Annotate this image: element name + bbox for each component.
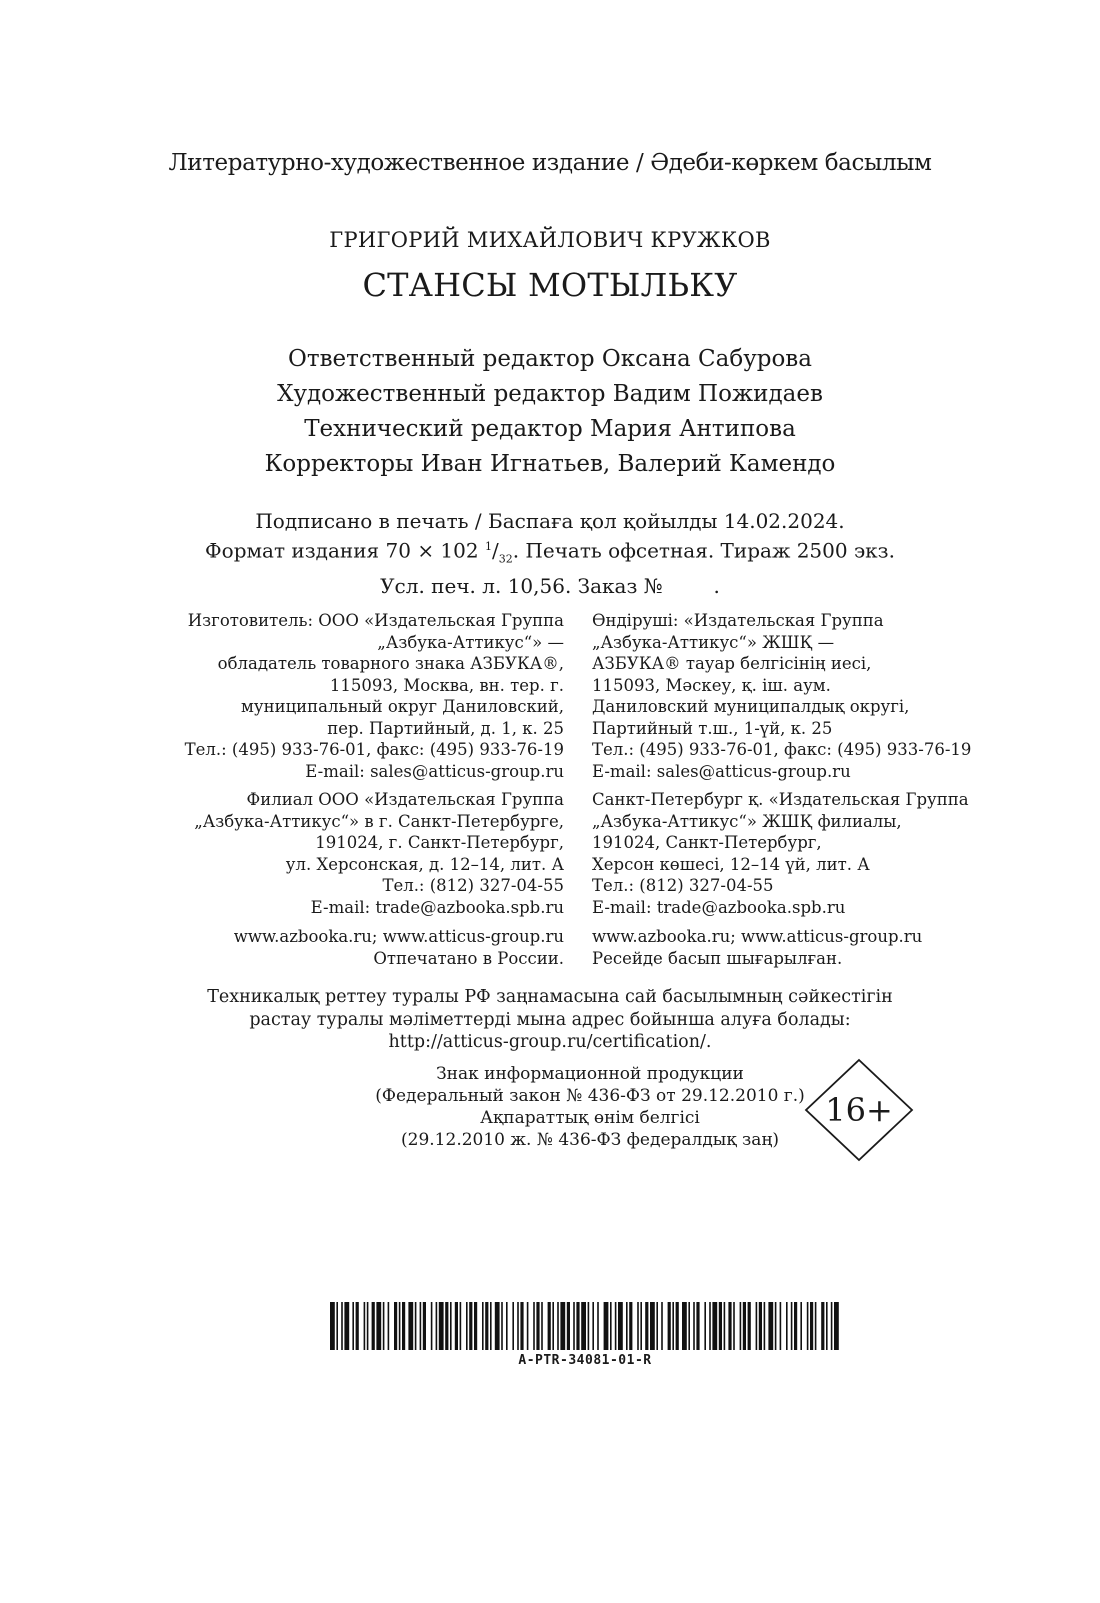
barcode-bar: [506, 1302, 508, 1350]
manufacturer-kz: [592, 610, 971, 782]
barcode-bar: [548, 1302, 551, 1350]
manufacturer-ru-line: Тел.: (495) 933-76-01, факс: (495) 933-76-19: [184, 740, 564, 759]
manufacturer-ru-line: муниципальный округ Даниловский,: [241, 697, 564, 716]
format-suffix: . Печать офсетная. Тираж 2500 экз.: [512, 538, 895, 563]
barcode-bar: [831, 1302, 833, 1350]
branch-ru-line: „Азбука-Аттикус“» в г. Санкт-Петербурге,: [194, 811, 564, 831]
barcode-bar: [520, 1302, 523, 1350]
branch-ru-line: 191024, г. Санкт-Петербург,: [315, 833, 564, 852]
barcode-bar: [557, 1302, 559, 1350]
manufacturer-kz-line: АЗБУКА® тауар белгісінің иесі,: [592, 654, 872, 673]
barcode-bar: [650, 1302, 655, 1350]
barcode-bar: [495, 1302, 500, 1350]
barcode-text: A-PTR-34081-01-R: [518, 1353, 652, 1368]
barcode-bar: [402, 1302, 405, 1350]
web-kz-line: Ресейде басып шығарылған.: [592, 948, 843, 968]
barcode-bar: [364, 1302, 366, 1350]
barcode-bar: [610, 1302, 612, 1350]
barcode-bar: [618, 1302, 623, 1350]
sheets-line: Усл. печ. л. 10,56. Заказ № .: [380, 573, 720, 598]
barcode-bar: [455, 1302, 458, 1350]
certification-note: [0, 986, 1100, 1054]
barcode-bar: [592, 1302, 594, 1350]
barcode-bar: [775, 1302, 777, 1350]
manufacturer-kz-line: Өндіруші: «Издательская Группа: [592, 611, 884, 630]
manufacturer-ru-line: „Азбука-Аттикус“» —: [377, 632, 564, 652]
barcode-icon: [330, 1302, 840, 1350]
author-name: ГРИГОРИЙ МИХАЙЛОВИЧ КРУЖКОВ: [329, 228, 771, 252]
branch-kz-line: Херсон көшесі, 12–14 үй, лит. А: [592, 854, 870, 874]
barcode-bar: [344, 1302, 349, 1350]
branch-ru-line: Тел.: (812) 327-04-55: [382, 876, 564, 895]
format-denominator: 32: [498, 552, 513, 566]
barcode-bar: [794, 1302, 797, 1350]
barcode-bar: [560, 1302, 565, 1350]
cert-url: http://atticus-group.ru/certification/.: [388, 1032, 712, 1052]
barcode-bar: [474, 1302, 477, 1350]
barcode-bar: [696, 1302, 699, 1350]
barcode-bar: [733, 1302, 735, 1350]
barcode-bar: [604, 1302, 609, 1350]
info-product-sign: [340, 1063, 840, 1151]
barcode-bar: [567, 1302, 570, 1350]
barcode-bar: [743, 1302, 746, 1350]
barcode-bar: [748, 1302, 751, 1350]
barcode-bar: [764, 1302, 766, 1350]
branch-kz-line: Тел.: (812) 327-04-55: [592, 876, 774, 895]
branch-ru-line: E-mail: trade@azbooka.spb.ru: [310, 897, 564, 917]
barcode-bar: [533, 1302, 535, 1350]
branch-kz-line: 191024, Санкт-Петербург,: [592, 833, 822, 852]
branch-ru: [194, 789, 564, 918]
barcode-bar: [466, 1302, 468, 1350]
barcode-bar: [834, 1302, 839, 1350]
barcode-bar: [682, 1302, 687, 1350]
manufacturer-ru-line: пер. Партийный, д. 1, к. 25: [327, 718, 564, 738]
barcode-bar: [688, 1302, 690, 1350]
barcode-bar: [408, 1302, 413, 1350]
barcode-bar: [629, 1302, 632, 1350]
info-line: (Федеральный закон № 436-ФЗ от 29.12.2010 г.): [375, 1086, 805, 1106]
web-ru-line: Отпечатано в России.: [373, 948, 564, 968]
barcode-bar: [656, 1302, 658, 1350]
barcode-bar: [807, 1302, 809, 1350]
format-line: Формат издания 70 × 102 $^1/_{32}$. Печать офсетная. Тираж 2500 экз.: [205, 538, 895, 566]
staff-list: [0, 342, 1100, 482]
barcode-bar: [352, 1302, 354, 1350]
barcode-bar: [588, 1302, 590, 1350]
age-rating-badge: [804, 1058, 914, 1162]
branch-ru-line: Филиал ООО «Издательская Группа: [246, 790, 564, 809]
barcode-bar: [712, 1302, 717, 1350]
barcode-bar: [780, 1302, 782, 1350]
barcode-bar: [756, 1302, 758, 1350]
barcode-bar: [336, 1302, 338, 1350]
cert-line: растау туралы мәліметтерді мына адрес бойынша алуға болады:: [249, 1009, 851, 1030]
staff-line: Корректоры Иван Игнатьев, Валерий Камендо: [264, 451, 836, 477]
barcode-bar: [330, 1302, 335, 1350]
age-rating-text: 16+: [825, 1091, 893, 1129]
barcode-bar: [637, 1302, 639, 1350]
manufacturer-kz-line: Тел.: (495) 933-76-01, факс: (495) 933-76-19: [592, 740, 972, 759]
print-info: [0, 508, 1100, 599]
barcode-bar: [541, 1302, 543, 1350]
barcode-bar: [341, 1302, 343, 1350]
branch-kz-line: E-mail: trade@azbooka.spb.ru: [592, 897, 846, 917]
barcode-bar: [536, 1302, 539, 1350]
barcode-bar: [786, 1302, 788, 1350]
info-line: Знак информационной продукции: [436, 1064, 744, 1084]
barcode-bar: [576, 1302, 579, 1350]
barcode-bar: [394, 1302, 397, 1350]
barcode-bar: [661, 1302, 663, 1350]
staff-line: Художественный редактор Вадим Пожидаев: [277, 381, 823, 407]
branch-kz-line: „Азбука-Аттикус“» ЖШҚ филиалы,: [592, 811, 902, 831]
barcode-bar: [469, 1302, 472, 1350]
barcode-bar: [388, 1302, 390, 1350]
barcode-bar: [810, 1302, 813, 1350]
barcode-bar: [415, 1302, 417, 1350]
barcode-bar: [573, 1302, 575, 1350]
barcode-bar: [383, 1302, 385, 1350]
barcode-bar: [420, 1302, 422, 1350]
barcode-bar: [372, 1302, 375, 1350]
branch-ru-line: ул. Херсонская, д. 12–14, лит. А: [285, 854, 564, 874]
series-label: Литературно-художественное издание / Әдеби-көркем басылым: [168, 150, 932, 176]
barcode-bar: [724, 1302, 726, 1350]
barcode-bar: [501, 1302, 503, 1350]
barcode-bar: [512, 1302, 514, 1350]
barcode-bar: [439, 1302, 444, 1350]
staff-line: Ответственный редактор Оксана Сабурова: [288, 346, 812, 372]
manufacturer-kz-line: Даниловский муниципалдық округі,: [592, 697, 910, 716]
barcode-bar: [645, 1302, 648, 1350]
manufacturer-ru-line: E-mail: sales@atticus-group.ru: [305, 761, 564, 781]
book-title: СТАНСЫ МОТЫЛЬКУ: [362, 266, 738, 304]
barcode-bar: [460, 1302, 462, 1350]
barcode-bar: [482, 1302, 484, 1350]
manufacturer-kz-line: E-mail: sales@atticus-group.ru: [592, 761, 851, 781]
manufacturer-ru-line: Изготовитель: ООО «Издательская Группа: [187, 611, 564, 630]
barcode-bar: [436, 1302, 438, 1350]
info-line: (29.12.2010 ж. № 436-ФЗ федералдық заң): [401, 1130, 779, 1150]
barcode-bar: [581, 1302, 586, 1350]
barcode-bar: [768, 1302, 773, 1350]
barcode-bar: [626, 1302, 628, 1350]
manufacturer-kz-line: 115093, Мәскеу, қ. іш. аум.: [592, 675, 831, 695]
barcode-bar: [815, 1302, 817, 1350]
barcode-bar: [672, 1302, 674, 1350]
manufacturer-ru-line: обладатель товарного знака АЗБУКА®,: [217, 654, 564, 673]
staff-line: Технический редактор Мария Антипова: [304, 416, 796, 442]
barcode-bar: [431, 1302, 433, 1350]
barcode-bar: [376, 1302, 381, 1350]
manufacturer-ru: [185, 610, 564, 782]
barcode-bar: [399, 1302, 401, 1350]
barcode-bar: [367, 1302, 369, 1350]
barcode-bar: [423, 1302, 426, 1350]
cert-line: Техникалық реттеу туралы РФ заңнамасына сай басылымның сәйкестігін: [207, 987, 893, 1007]
barcode-bar: [615, 1302, 617, 1350]
barcode-bar: [356, 1302, 359, 1350]
barcode-bar: [704, 1302, 706, 1350]
barcode-bar: [485, 1302, 488, 1350]
barcode-bar: [719, 1302, 722, 1350]
barcode-bar: [552, 1302, 554, 1350]
barcode-bar: [676, 1302, 679, 1350]
barcode-bar: [728, 1302, 731, 1350]
signed-date: Подписано в печать / Баспаға қол қойылды 14.02.2024.: [255, 509, 845, 533]
barcode-bar: [517, 1302, 519, 1350]
web-ru: [234, 926, 564, 969]
info-line: Ақпараттық өнім белгісі: [480, 1108, 700, 1128]
branch-kz-line: Санкт-Петербург қ. «Издательская Группа: [592, 790, 969, 809]
format-prefix: Формат издания 70 × 102: [205, 538, 479, 563]
barcode-bar: [709, 1302, 711, 1350]
barcode-bar: [791, 1302, 793, 1350]
barcode-bar: [800, 1302, 802, 1350]
barcode-bar: [693, 1302, 695, 1350]
barcode-bar: [445, 1302, 448, 1350]
barcode-bar: [490, 1302, 492, 1350]
web-ru-line: www.azbooka.ru; www.atticus-group.ru: [233, 927, 564, 946]
barcode-bar: [668, 1302, 671, 1350]
barcode-bar: [759, 1302, 762, 1350]
barcode-bar: [821, 1302, 824, 1350]
barcode-bar: [450, 1302, 452, 1350]
manufacturer-ru-line: 115093, Москва, вн. тер. г.: [329, 675, 564, 695]
branch-kz: [592, 789, 969, 918]
barcode-bar: [527, 1302, 529, 1350]
barcode-bar: [740, 1302, 742, 1350]
manufacturer-kz-line: Партийный т.ш., 1-үй, к. 25: [592, 718, 833, 738]
manufacturer-kz-line: „Азбука-Аттикус“» ЖШҚ —: [592, 632, 835, 652]
barcode-bar: [826, 1302, 828, 1350]
barcode-bar: [597, 1302, 599, 1350]
web-kz-line: www.azbooka.ru; www.atticus-group.ru: [592, 927, 923, 946]
barcode-bar: [640, 1302, 642, 1350]
format-numerator: 1: [484, 540, 492, 553]
web-kz: [592, 926, 922, 969]
